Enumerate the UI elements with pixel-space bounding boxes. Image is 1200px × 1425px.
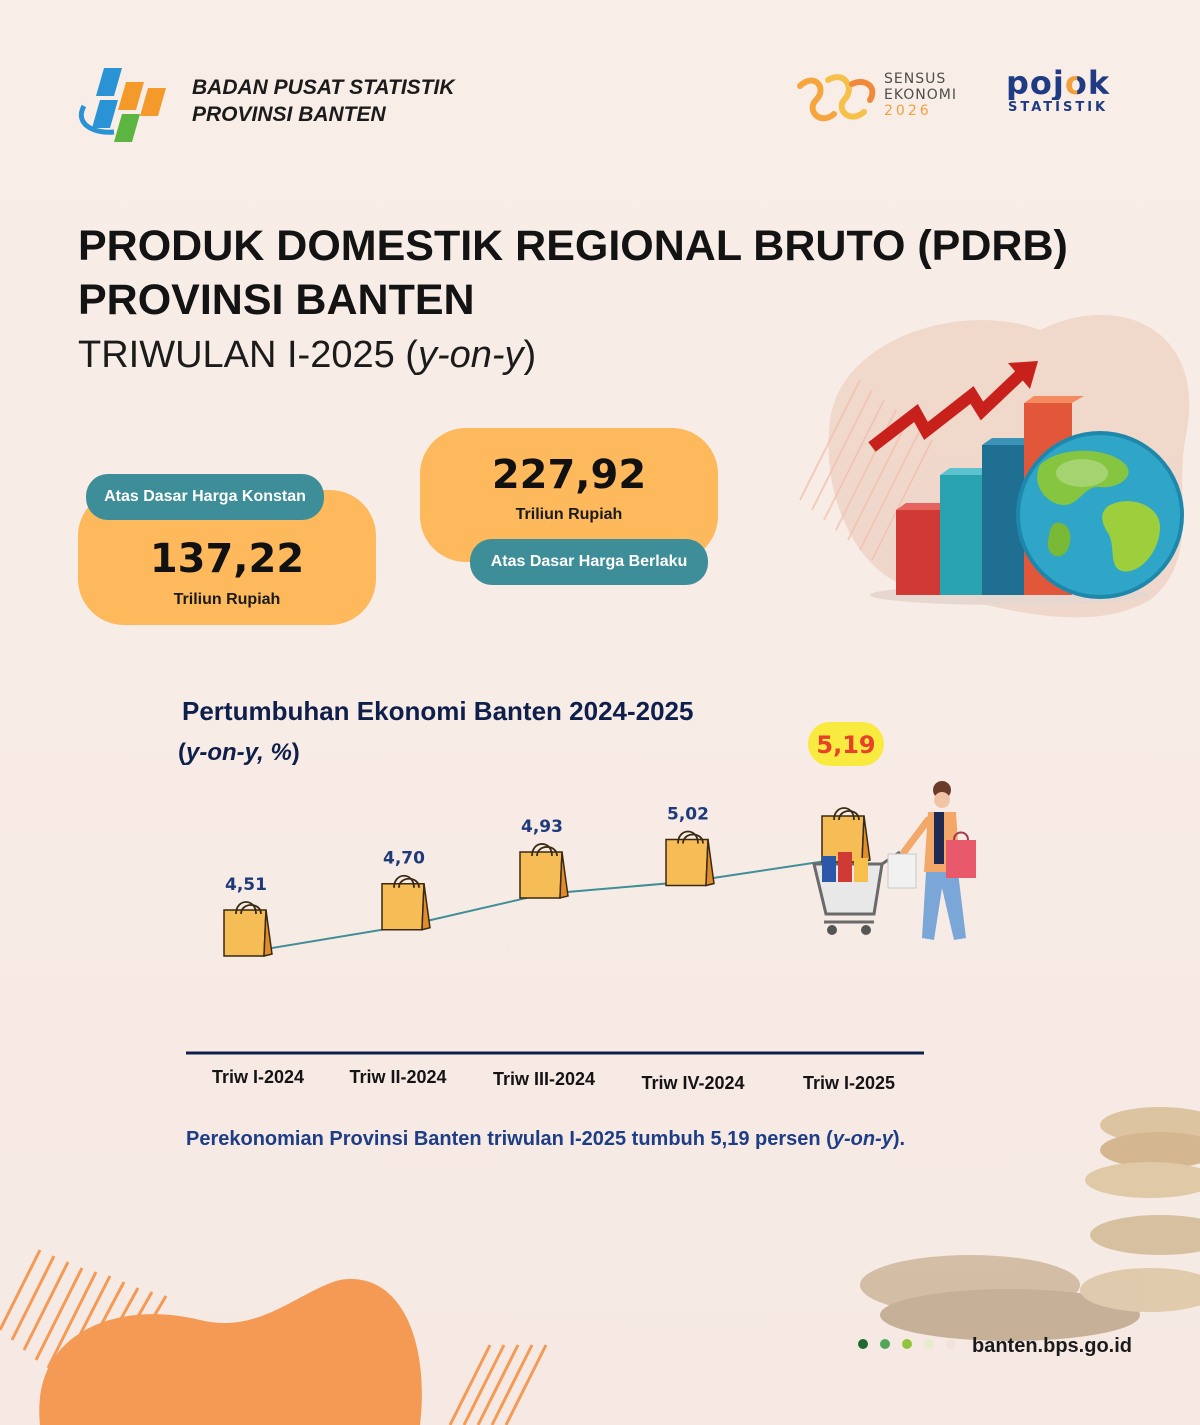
- org-line1: BADAN PUSAT STATISTIK: [192, 76, 455, 99]
- value-konstan: 137,22: [149, 536, 305, 582]
- page-title-line2: PROVINSI BANTEN: [78, 276, 475, 324]
- footer-dot-1: [858, 1339, 868, 1349]
- footer-dot-5: [946, 1339, 956, 1349]
- value-label-1: 4,51: [225, 875, 267, 895]
- bag-side: [422, 884, 430, 930]
- chart-subtitle-italic: y-on-y, %: [186, 739, 292, 766]
- chart-caption: [186, 1128, 905, 1151]
- bag-body: [666, 840, 708, 886]
- value-berlaku: 227,92: [491, 452, 647, 498]
- bag-side: [560, 852, 568, 898]
- x-tick-label-1: Triw I-2024: [211, 1067, 305, 1087]
- pojok-word: pojok: [1006, 64, 1111, 102]
- pill-berlaku: Atas Dasar Harga Berlaku: [470, 539, 708, 585]
- caption-prefix: Perekonomian Provinsi Banten triwulan I-2025 tumbuh 5,19 persen (: [186, 1128, 833, 1150]
- data-point-2: [382, 876, 430, 930]
- page-title-line1: PRODUK DOMESTIK REGIONAL BRUTO (PDRB): [78, 222, 1068, 270]
- chart-subtitle-prefix: (: [178, 739, 186, 766]
- footer-dot-4: [924, 1339, 934, 1349]
- shopper-person: [888, 781, 976, 940]
- subtitle-italic: y-on-y: [417, 334, 524, 376]
- data-point-3: [520, 844, 568, 898]
- value-label-4: 5,02: [667, 804, 709, 825]
- data-point-1: [224, 902, 272, 956]
- pojok-sub: STATISTIK: [1008, 100, 1109, 115]
- bag-body: [382, 884, 424, 930]
- value-label-3: 4,93: [521, 816, 563, 837]
- org-line2: PROVINSI BANTEN: [192, 103, 386, 126]
- subtitle-suffix: ): [523, 334, 537, 376]
- chart-title: Pertumbuhan Ekonomi Banten 2024-2025: [182, 696, 694, 726]
- value-label-5: 5,19: [816, 731, 876, 759]
- subtitle-prefix: TRIWULAN I-2025 (: [78, 334, 418, 376]
- x-tick-label-2: Triw II-2024: [349, 1067, 447, 1087]
- pill-konstan: Atas Dasar Harga Konstan: [86, 474, 324, 520]
- unit-konstan: Triliun Rupiah: [173, 591, 281, 608]
- x-tick-label-4: Triw IV-2024: [641, 1073, 745, 1093]
- bag-side: [706, 840, 714, 886]
- bag-body: [520, 852, 562, 898]
- website-link[interactable]: banten.bps.go.id: [972, 1335, 1132, 1357]
- chart-subtitle-suffix: ): [291, 739, 300, 766]
- unit-berlaku: Triliun Rupiah: [515, 506, 623, 523]
- value-label-2: 4,70: [383, 848, 425, 869]
- shopping-cart: [814, 852, 900, 935]
- sensus-year: 2026: [884, 103, 932, 119]
- bag-side: [264, 910, 272, 956]
- footer-dot-3: [902, 1339, 912, 1349]
- data-point-4: [666, 832, 714, 886]
- shopper-illustration-icon: [808, 772, 988, 952]
- sensus-line2: EKONOMI: [884, 87, 957, 103]
- footer-dot-2: [880, 1339, 890, 1349]
- caption-suffix: ).: [892, 1128, 906, 1150]
- x-tick-label-3: Triw III-2024: [492, 1069, 596, 1089]
- bag-body: [224, 910, 266, 956]
- x-tick-label-5: Triw I-2025: [802, 1073, 896, 1093]
- sensus-line1: SENSUS: [884, 71, 947, 87]
- caption-italic: y-on-y: [832, 1128, 893, 1150]
